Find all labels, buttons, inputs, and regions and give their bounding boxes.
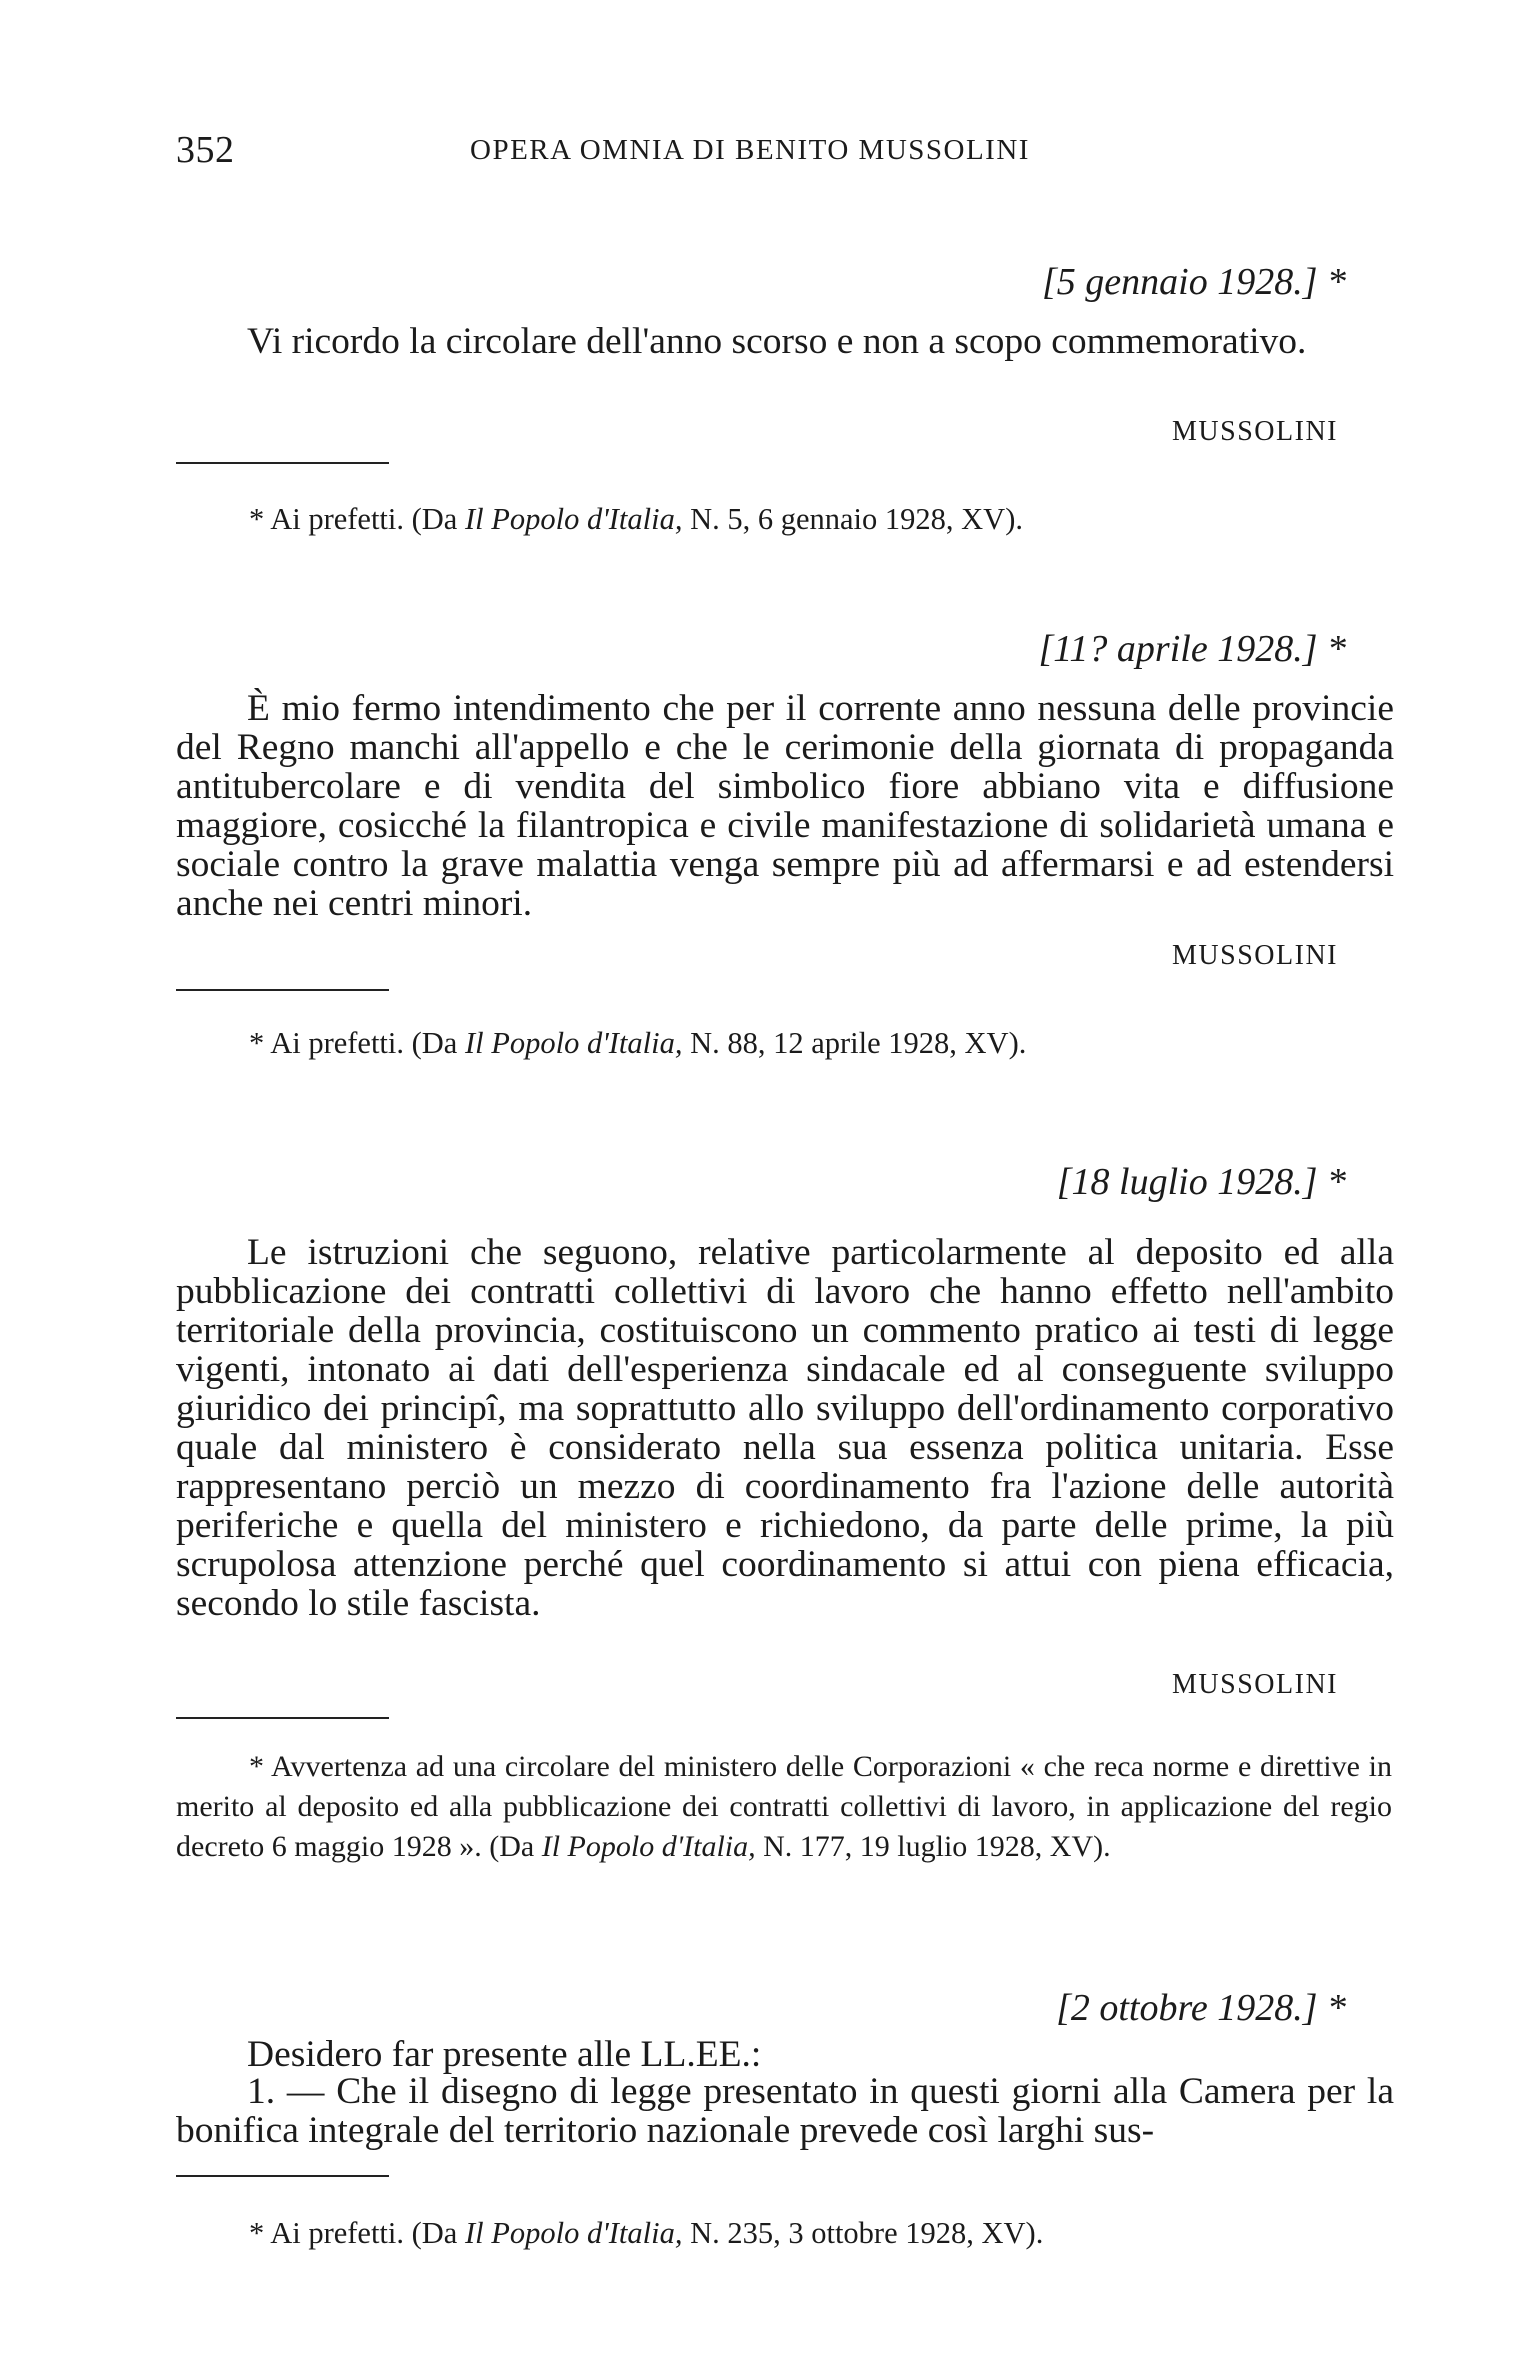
section-4-text: 1. — Che il disegno di legge presentato in questi giorni alla Camera per la bonifica integrale del territorio nazionale prevede così larghi sus- [176,2071,1394,2151]
section-2-date: [11? aprile 1928.] * [1038,628,1346,670]
section-3-date: [18 luglio 1928.] * [1056,1161,1346,1203]
section-3-footnote-source: Il Popolo d'Italia, [541,1830,756,1863]
section-4-footnote-source: Il Popolo d'Italia, [464,2216,683,2250]
section-3-footnote-suffix: N. 177, 19 luglio 1928, XV). [763,1830,1111,1863]
section-3-text: Le istruzioni che seguono, relative particolarmente al deposito ed alla pubblicazione dei contratti collettivi di lavoro che hanno effetto nell'ambito territoriale della provincia, costituiscono un commento pratico ai testi di legge vigenti, intonato ai dati dell'esperienza sindacale ed al conseguente sviluppo giuridico dei principî, ma soprattutto allo sviluppo dell'ordinamento corporativo quale dal ministero è considerato nella sua essenza politica unitaria. Esse rappresentano perciò un mezzo di coordinamento fra l'azione delle autorità periferiche e quella del ministero e richiedono, da parte delle prime, la più scrupolosa attenzione perché quel coordinamento si attui con piena efficacia, secondo lo stile fascista. [176,1232,1394,1624]
section-1-footnote [249,500,1023,539]
section-2-text: È mio fermo intendimento che per il corrente anno nessuna delle provincie del Regno manchi all'appello e che le cerimonie della giornata di propaganda antitubercolare e di vendita del simbolico fiore abbiano vita e diffusione maggiore, cosicché la filantropica e civile manifestazione di solidarietà umana e sociale contro la grave malattia venga sempre più ad affermarsi e ad estendersi anche nei centri minori. [176,688,1394,924]
section-1-text: Vi ricordo la circolare dell'anno scorso e non a scopo commemorativo. [247,321,1307,362]
section-3-signature: MUSSOLINI [1172,1669,1338,1700]
section-4-footnote-suffix: N. 235, 3 ottobre 1928, XV). [690,2216,1044,2250]
section-2-signature: MUSSOLINI [1172,940,1338,971]
section-2-footnote-rule [176,989,389,991]
section-2-footnote-suffix: N. 88, 12 aprile 1928, XV). [690,1026,1027,1060]
section-1-footnote-rule [176,462,389,464]
section-4-date: [2 ottobre 1928.] * [1056,1987,1346,2029]
section-3-footnote [176,1747,1392,1867]
section-2-footnote-prefix: * Ai prefetti. (Da [249,1026,458,1060]
section-2-footnote [249,1024,1026,1063]
section-1-date: [5 gennaio 1928.] * [1042,261,1346,303]
section-1-signature: MUSSOLINI [1172,416,1338,447]
section-2-footnote-source: Il Popolo d'Italia, [464,1026,683,1060]
section-4-footnote-rule [176,2175,389,2177]
running-title: OPERA OMNIA DI BENITO MUSSOLINI [470,134,1030,166]
section-1-footnote-prefix: * Ai prefetti. (Da [249,502,458,536]
section-1-footnote-suffix: N. 5, 6 gennaio 1928, XV). [690,502,1023,536]
page-number: 352 [176,129,235,171]
section-1-footnote-source: Il Popolo d'Italia, [464,502,683,536]
section-4-intro: Desidero far presente alle LL.EE.: [247,2034,762,2075]
section-4-footnote [249,2214,1043,2253]
section-3-footnote-rule [176,1717,389,1719]
section-3-footnote-prefix: * Avvertenza ad una circolare del ministero delle Corporazioni « che reca norme e direttive in merito al deposito ed alla pubblicazione dei contratti collettivi di lavoro, in applicazione del regio decreto 6 maggio 1928 ». (Da [176,1750,1392,1863]
section-4-footnote-prefix: * Ai prefetti. (Da [249,2216,458,2250]
